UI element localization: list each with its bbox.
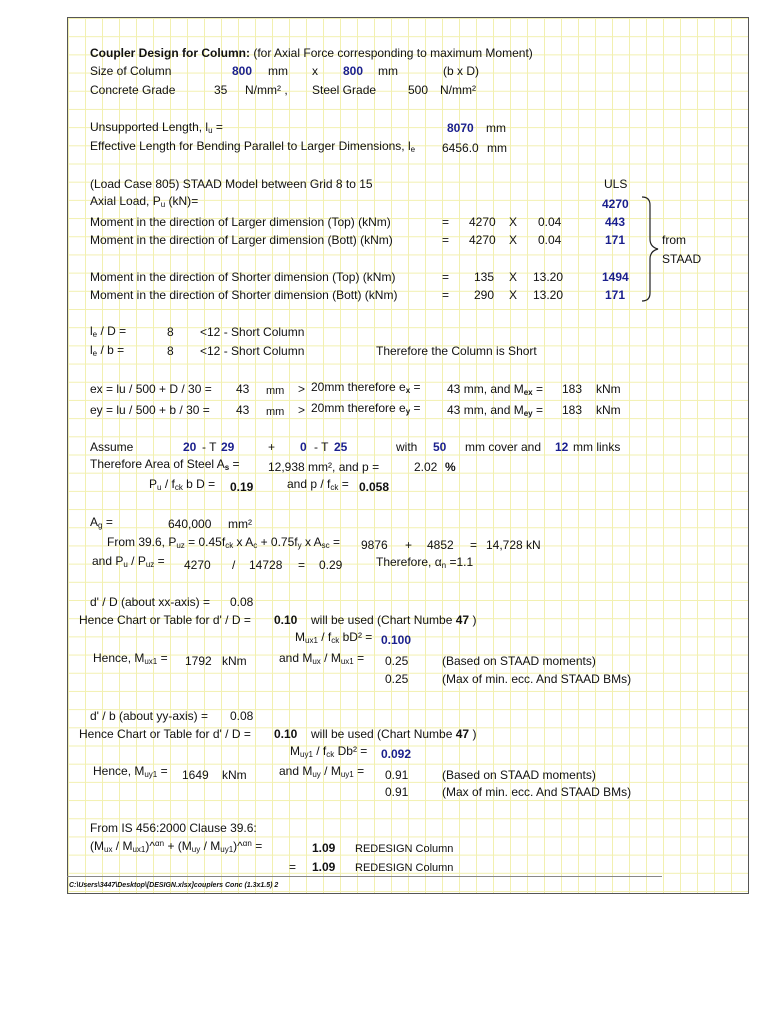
ag-label: $A_g$ = [90,515,113,530]
moment-factor: 13.20 [533,288,564,302]
mux-ratio-1-note: (Based on STAAD moments) [442,654,596,668]
size-note: (b x D) [443,64,479,78]
interaction-value-1: 1.09 [312,841,336,855]
moment-axial: 135 [474,270,495,284]
pu-ratio-label: $P_u / f_{ck}$ b D = [149,477,216,492]
mux1-label: $M_{ux1} / f_{ck}$ bD² = [295,630,373,645]
moment-result: 171 [605,288,626,302]
ey-mmt: 43 mm, and $M_{ey}$ = [447,403,543,418]
equals-sign: = [442,215,450,229]
divide-sign: / [232,558,236,572]
moment-axial: 4270 [469,215,496,229]
area-value: 12,938 mm², and p = [268,460,380,474]
ex-text: 20mm therefore $e_x$ = [311,380,421,395]
chart-xx-ratio: 0.10 [274,613,298,627]
effective-length-value: 6456.0 [442,141,479,155]
redesign-note-2: REDESIGN Column [355,862,454,874]
concrete-label: Concrete Grade [90,83,176,97]
unsupported-length-value: 8070 [447,121,474,135]
pu-ratio-value: 0.19 [230,480,254,494]
ey-formula: ey = lu / 500 + b / 30 = [90,403,210,417]
slenderness-d-value: 8 [167,325,174,339]
interaction-formula: ($M_{ux}$ / $M_{ux1})\^{}^{\alpha n} + (M_{uy}$ / $M_{uy1})\^{}^{\alpha n}$ = [90,839,263,854]
cover-value: 50 [433,440,447,454]
moment-label: Moment in the direction of Larger dimension (Top) (kNm) [90,215,391,229]
page-title: Coupler Design for Column: (for Axial Force corresponding to maximum Moment) [90,46,533,60]
muy-ratio-2-note: (Max of min. ecc. And STAAD BMs) [442,785,632,799]
unit-mm: mm [378,64,398,78]
dd-xx-label: d' / D (about xx-axis) = [90,595,210,609]
pu-puz-label: and $P_u / P_{uz}$ = [92,554,165,569]
unit-knm: kNm [222,768,247,782]
p-value: 2.02 [414,460,438,474]
staad-label: STAAD [662,252,702,266]
moment-factor: 13.20 [533,270,564,284]
chart-xx-text: will be used (Chart Numbe 47 ) [311,613,477,627]
steel-value: 500 [408,83,429,97]
unsupported-length-label: Unsupported Length, $l_u$ = [90,120,223,135]
ratio-den: 14728 [249,558,283,572]
from-label: from [662,233,686,247]
column-d-value: 800 [343,64,364,78]
unit-knm: kNm [596,403,621,417]
equals-sign: = [442,270,450,284]
effective-length-label: Effective Length for Bending Parallel to Larger Dimensions, $l_e$ [90,139,416,154]
slenderness-d-label: $l_e$ / D = [90,324,127,339]
times-sign: X [509,215,518,229]
mux-ratio-1: 0.25 [385,654,409,668]
slenderness-b-value: 8 [167,344,174,358]
clause-label: From IS 456:2000 Clause 39.6: [90,821,257,835]
puz-formula: From 39.6, $P_{uz} = 0.45f_{ck}$ x $A_c + 0.75f_y$ x $A_{sc}$ = [107,535,340,550]
bar-count-2: 0 [300,440,307,454]
bar-type: - T [202,440,217,454]
unit-mm: mm [268,64,288,78]
hence-mux1-label: Hence, $M_{ux1}$ = [93,651,168,666]
ratio-value: 0.29 [319,558,343,572]
alpha-label: Therefore, $\alpha_n =1.1$ [376,555,474,570]
column-b-value: 800 [232,64,253,78]
assume-label: Assume [90,440,134,454]
muy1-value: 0.092 [381,747,412,761]
cover-text: mm cover and [465,440,542,454]
axial-load-value: 4270 [602,197,629,211]
interaction-value-2: 1.09 [312,860,336,874]
mux-ratio-label: and $M_{ux} / M_{ux1}$ = [279,651,365,666]
uls-header: ULS [604,177,628,191]
dd-xx-value: 0.08 [230,595,254,609]
mux-ratio-2: 0.25 [385,672,409,686]
equals-sign: = [442,233,450,247]
bar-dia-2: 25 [334,440,348,454]
equals-sign: = [298,558,306,572]
concrete-unit: N/mm² , [245,83,288,97]
dd-yy-value: 0.08 [230,709,254,723]
puz-part2: 4852 [427,538,454,552]
unit-mm: mm [266,406,285,418]
mey-value: 183 [562,403,583,417]
size-label: Size of Column [90,64,172,78]
puz-part1: 9876 [361,538,388,552]
bar-dia-1: 29 [221,440,235,454]
muy1-label: $M_{uy1} / f_{ck}$ Db² = [290,744,368,759]
moment-factor: 0.04 [538,233,562,247]
times-sign: x [312,64,318,78]
steel-unit: N/mm² [440,83,476,97]
moment-label: Moment in the direction of Larger dimension (Bott) (kNm) [90,233,393,247]
unit-mm: mm [266,385,285,397]
moment-label: Moment in the direction of Shorter dimension (Top) (kNm) [90,270,396,284]
muy-ratio-1: 0.91 [385,768,409,782]
percent-sign: % [445,460,456,474]
mex-value: 183 [562,382,583,396]
unit-knm: kNm [596,382,621,396]
equals-sign: = [470,538,478,552]
footer-divider [67,876,662,877]
concrete-value: 35 [214,83,228,97]
load-case-label: (Load Case 805) STAAD Model between Grid 8 to 15 [90,177,373,191]
axial-load-label: Axial Load, $P_u$ (kN)= [90,194,199,209]
muy-ratio-2: 0.91 [385,785,409,799]
short-column-conclusion: Therefore the Column is Short [376,344,537,358]
times-sign: X [509,233,518,247]
ex-value: 43 [236,382,250,396]
unit-mm: mm [486,121,506,135]
dd-yy-label: d' / b (about yy-axis) = [90,709,209,723]
links-text: mm links [573,440,621,454]
ag-unit: mm² [228,517,252,531]
mux-ratio-2-note: (Max of min. ecc. And STAAD BMs) [442,672,632,686]
ex-mmt: 43 mm, and $M_{ex}$ = [447,382,543,397]
moment-factor: 0.04 [538,215,562,229]
plus-sign: + [268,440,276,454]
moment-axial: 4270 [469,233,496,247]
pfck-value: 0.058 [359,480,390,494]
times-sign: X [509,270,518,284]
puz-total: 14,728 kN [486,538,541,552]
slenderness-b-note: <12 - Short Column [200,344,305,358]
chart-yy-text: will be used (Chart Numbe 47 ) [311,727,477,741]
plus-sign: + [405,538,413,552]
moment-label: Moment in the direction of Shorter dimension (Bott) (kNm) [90,288,398,302]
redesign-note-1: REDESIGN Column [355,843,454,855]
unit-knm: kNm [222,654,247,668]
chart-yy-ratio: 0.10 [274,727,298,741]
bar-type: - T [314,440,329,454]
links-value: 12 [555,440,569,454]
mux1-value: 0.100 [381,633,412,647]
hence-muy1-label: Hence, $M_{uy1}$ = [93,764,168,779]
muy1-kn-value: 1649 [182,768,209,782]
slenderness-b-label: $l_e$ / b = [90,343,125,358]
brace-icon [640,195,664,303]
muy-ratio-1-note: (Based on STAAD moments) [442,768,596,782]
pfck-label: and p / $f_{ck}$ = [287,477,349,492]
ex-formula: ex = lu / 500 + D / 30 = [90,382,212,396]
ey-value: 43 [236,403,250,417]
file-path-footer: C:\Users\3447\Desktop\[DESIGN.xlsx]couplers Conc (1.3x1.5) 2 [69,882,279,889]
times-sign: X [509,288,518,302]
chart-yy-label: Hence Chart or Table for d' / D = [79,727,251,741]
moment-result: 443 [605,215,626,229]
steel-label: Steel Grade [312,83,377,97]
ratio-num: 4270 [184,558,211,572]
muy-ratio-label: and $M_{uy} / M_{uy1}$ = [279,764,365,779]
slenderness-d-note: <12 - Short Column [200,325,305,339]
mux1-kn-value: 1792 [185,654,212,668]
bar-count-1: 20 [183,440,197,454]
area-label: Therefore Area of Steel $A_s$ = [90,457,240,472]
moment-result: 1494 [602,270,629,284]
gt-sign: > [298,382,306,396]
ey-text: 20mm therefore $e_y$ = [311,401,421,416]
equals-sign: = [442,288,450,302]
ag-value: 640,000 [168,517,212,531]
chart-xx-label: Hence Chart or Table for d' / D = [79,613,251,627]
gt-sign: > [298,403,306,417]
moment-axial: 290 [474,288,495,302]
with-label: with [396,440,418,454]
moment-result: 171 [605,233,626,247]
equals-sign: = [289,860,297,874]
unit-mm: mm [487,141,507,155]
